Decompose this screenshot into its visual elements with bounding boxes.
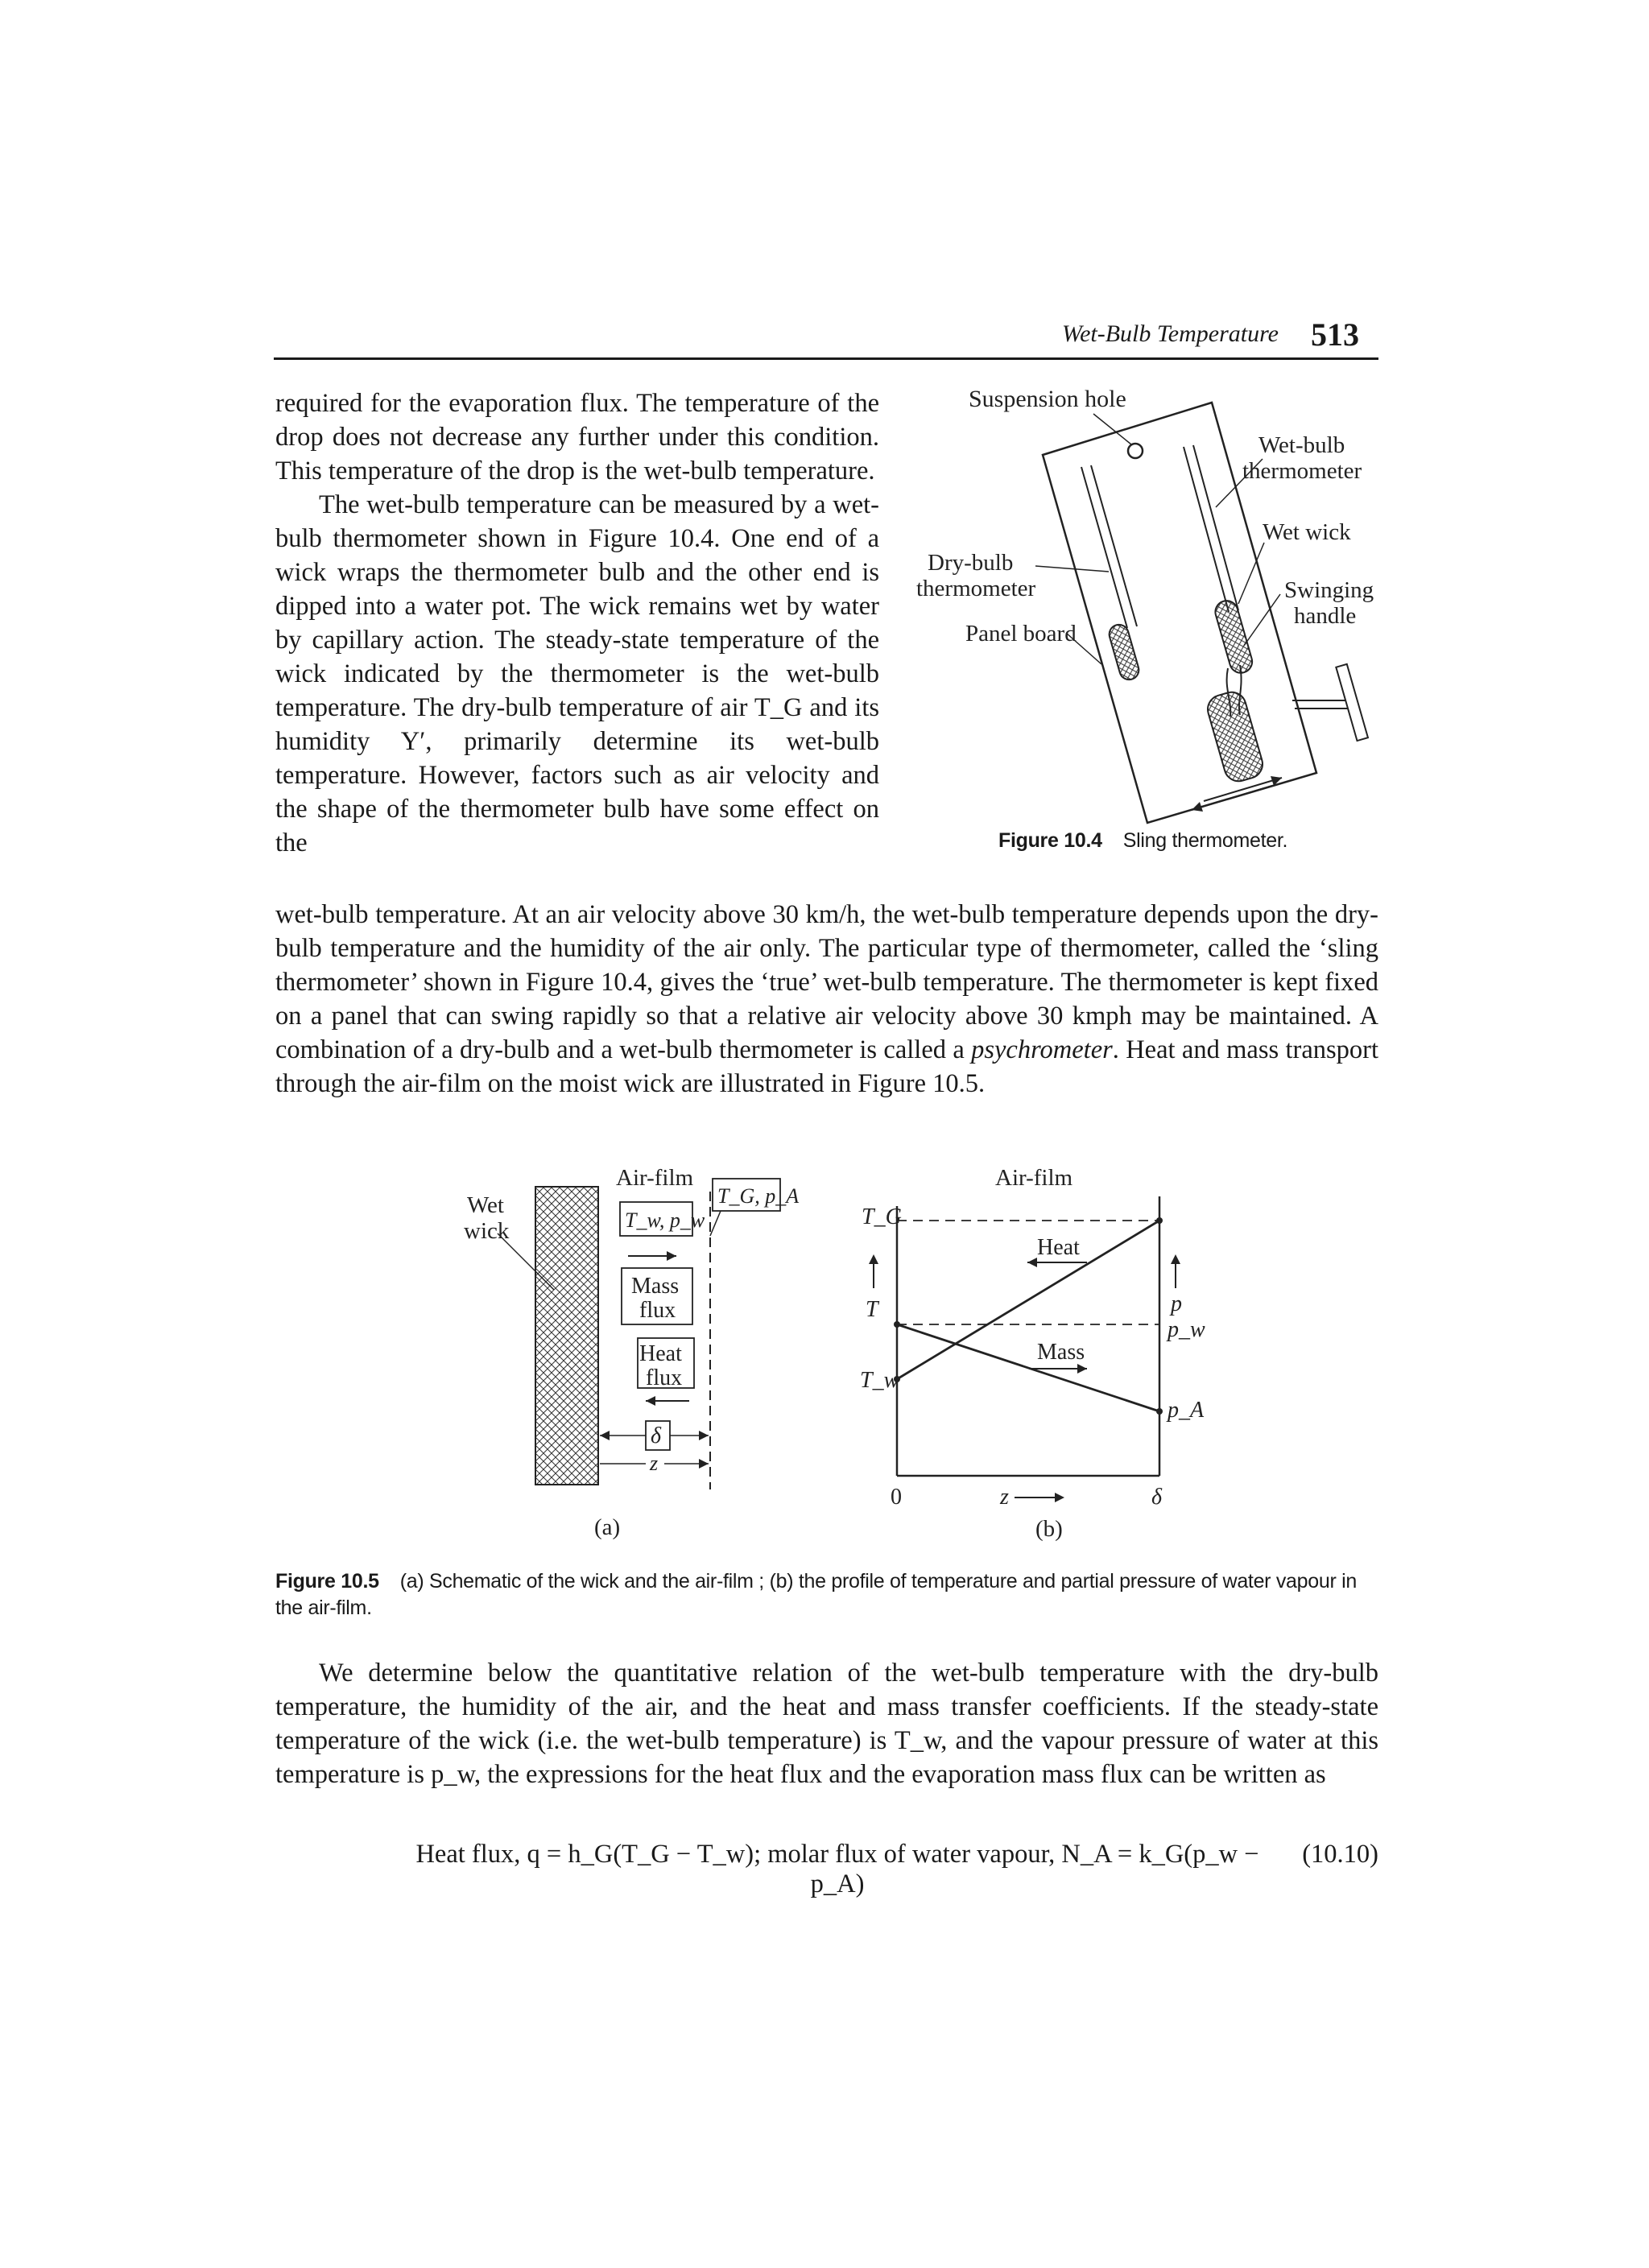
water-pot [1205, 689, 1266, 785]
figure-10-5b-profile [845, 1159, 1232, 1546]
label-p: p [1171, 1291, 1182, 1316]
label-wick: wick [464, 1218, 510, 1244]
label-heat-b: Heat [1037, 1235, 1080, 1260]
label-zero: 0 [891, 1485, 902, 1510]
wet-wick-block [535, 1187, 598, 1485]
label-heat: Heat [639, 1341, 682, 1366]
equation-10-10: Heat flux, q = h_G(T_G − T_w); molar flux of water vapour, N_A = k_G(p_w − p_A) [415, 1840, 1259, 1898]
label-pa: p_A [1168, 1398, 1205, 1423]
figure-10-4-sling-thermometer [886, 378, 1401, 878]
paragraph-2-continued-a: wet-bulb temperature. At an air velocity above 30 km/h, the wet-bulb temperature depends upon the dry-bulb temperature and the humidity of the air only. The particular type of thermometer, called the ‘sling thermometer’ shown in Figure 10.4, gives the ‘true’ wet-bulb temperature. The thermometer is kept fixed on a panel that can swing rapidly so that a relative air velocity above 30 kmph may be maintained. A combination of a dry-bulb and a wet-bulb thermometer is called a [275, 900, 1378, 1064]
label-suspension-hole: Suspension hole [969, 386, 1126, 412]
term-psychrometer: psychrometer [971, 1035, 1113, 1064]
header-rule [274, 357, 1378, 360]
label-dry-bulb-2: thermometer [916, 576, 1036, 601]
paragraph-3-block [275, 1656, 1378, 1791]
label-delta-a: δ [651, 1423, 662, 1448]
label-wet-bulb-1: Wet-bulb [1258, 432, 1345, 458]
figure-10-5a-schematic [435, 1159, 821, 1546]
label-panel-a: (a) [594, 1514, 621, 1540]
label-panel-b: (b) [1035, 1516, 1063, 1542]
label-tg: T_G [862, 1204, 902, 1229]
label-wet-bulb-2: thermometer [1242, 458, 1362, 484]
label-tw-pw: T_w, p_w [625, 1208, 705, 1232]
label-air-film-b: Air-film [995, 1165, 1073, 1191]
label-panel-board: Panel board [965, 621, 1077, 647]
full-width-text [275, 898, 1378, 1101]
paragraph-3: We determine below the quantitative relation of the wet-bulb temperature with the dry-bulb temperature, the humidity of the air, and the heat and mass transfer coefficients. If the steady-state temperature of the wick (i.e. the wet-bulb temperature) is T_w, and the vapour pressure of water at this temperature is p_w, the expressions for the heat flux and the evaporation mass flux can be written as [275, 1659, 1378, 1789]
label-tg-pa: T_G, p_A [717, 1184, 800, 1208]
label-heat-flux: flux [646, 1365, 683, 1390]
label-t: T [866, 1297, 878, 1322]
left-column [275, 386, 879, 860]
label-delta-b: δ [1151, 1485, 1163, 1510]
label-z-b: z [1000, 1485, 1009, 1510]
label-mass-flux: flux [639, 1298, 676, 1323]
figure-10-4-caption [998, 829, 1287, 853]
paragraph-2-continued-b: . Heat and mass transport through the air-film on the moist wick are illustrated in Figure 10.5. [275, 1035, 1378, 1098]
label-swinging-1: Swinging [1284, 577, 1374, 603]
figure-10-5-caption [275, 1568, 1378, 1621]
figure-10-5-caption-number: Figure 10.5 [275, 1570, 379, 1593]
paragraph-2: The wet-bulb temperature can be measured by a wet-bulb thermometer shown in Figure 10.4. One end of a wick wraps the thermometer bulb and the other end is dipped into a water pot. The wick remains wet by water by capillary action. The steady-state temperature of the wick indicated by the thermometer is the wet-bulb temperature. The dry-bulb temperature of air T_G and its humidity Y′, primarily determine its wet-bulb temperature. However, factors such as air velocity and the shape of the thermometer bulb have some effect on the [275, 490, 879, 857]
label-tw: T_w [860, 1368, 899, 1393]
running-title: Wet-Bulb Temperature [1061, 320, 1279, 347]
label-swinging-2: handle [1294, 603, 1357, 629]
page-number: 513 [1311, 316, 1359, 353]
label-mass-b: Mass [1037, 1340, 1085, 1365]
figure-10-4-caption-number: Figure 10.4 [998, 829, 1102, 852]
dry-bulb-thermometer [1081, 465, 1141, 682]
partial-pressure-profile [897, 1324, 1159, 1411]
label-mass: Mass [631, 1274, 680, 1299]
label-wet: Wet [467, 1192, 504, 1218]
label-z-a: z [650, 1452, 659, 1475]
suspension-hole [1128, 444, 1143, 458]
temperature-profile [897, 1221, 1159, 1379]
paragraph-2-continued [275, 898, 1378, 1101]
label-air-film-a: Air-film [616, 1165, 694, 1191]
figure-10-5-caption-text: (a) Schematic of the wick and the air-film ; (b) the profile of temperature and partial pressure of water vapour in the air-film. [275, 1570, 1357, 1619]
figure-10-4-caption-text: Sling thermometer. [1122, 829, 1288, 852]
label-wet-wick: Wet wick [1263, 519, 1351, 545]
label-dry-bulb-1: Dry-bulb [928, 550, 1014, 576]
paragraph-1: required for the evaporation flux. The temperature of the drop does not decrease any further under this condition. This temperature of the drop is the wet-bulb temperature. [275, 389, 879, 485]
equation-number: (10.10) [1302, 1840, 1378, 1869]
label-pw: p_w [1168, 1317, 1205, 1342]
